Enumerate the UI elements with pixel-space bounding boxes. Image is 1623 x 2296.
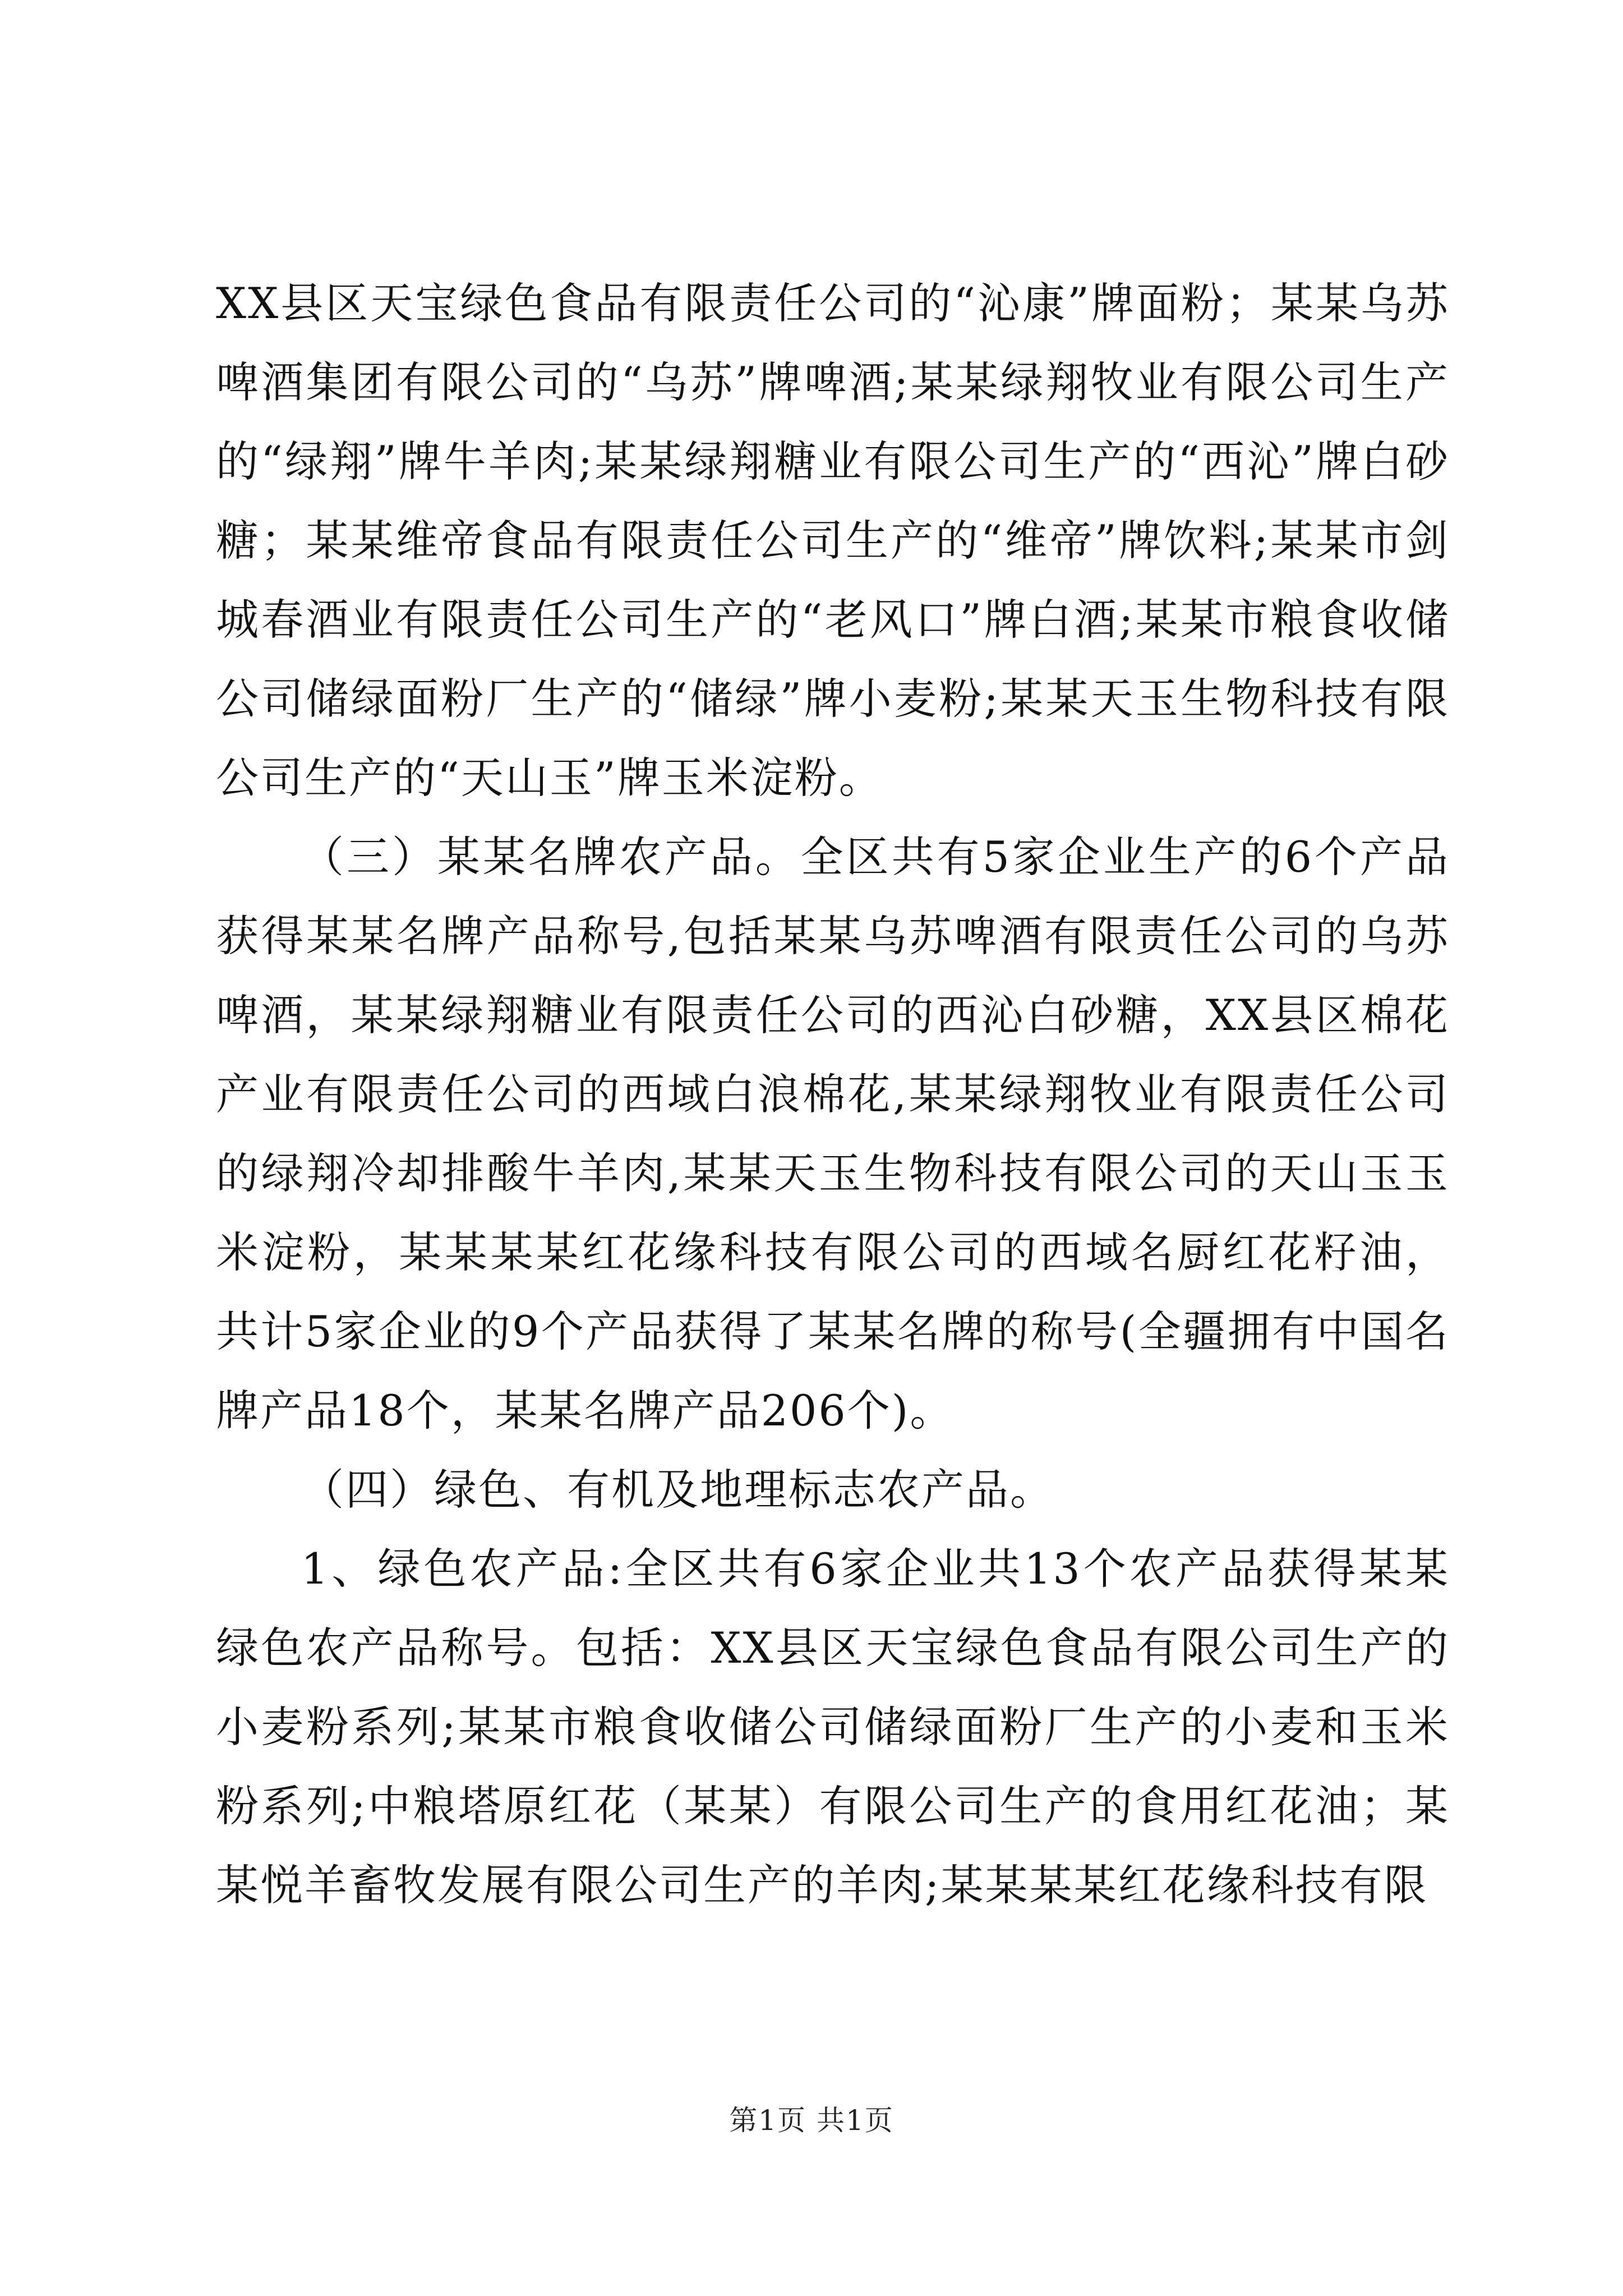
page-footer: 第1页 共1页 [729,2104,894,2137]
paragraph-brands-list: XX县区天宝绿色食品有限责任公司的“沁康”牌面粉；某某乌苏啤酒集团有限公司的“乌苏”牌啤酒;某某绿翔牧业有限公司生产的“绿翔”牌牛羊肉;某某绿翔糖业有限公司生产的“西沁”牌白砂糖；某某维帝食品有限责任公司生产的“维帝”牌饮料;某某市剑城春酒业有限责任公司生产的“老风口”牌白酒;某某市粮食收储公司储绿面粉厂生产的“储绿”牌小麦粉;某某天玉生物科技有限公司生产的“天山玉”牌玉米淀粉。 [216,278,1450,803]
paragraph-famous-brand-products: （三）某某名牌农产品。全区共有5家企业生产的6个产品获得某某名牌产品称号,包括某某乌苏啤酒有限责任公司的乌苏啤酒，某某绿翔糖业有限责任公司的西沁白砂糖，XX县区棉花产业有限责任公司的西域白浪棉花,某某绿翔牧业有限责任公司的绿翔冷却排酸牛羊肉,某某天玉生物科技有限公司的天山玉玉米淀粉，某某某某红花缘科技有限公司的西域名厨红花籽油，共计5家企业的9个产品获得了某某名牌的称号(全疆拥有中国名牌产品18个，某某名牌产品206个)。 [216,832,1450,1435]
paragraph-section-heading-green-organic: （四）绿色、有机及地理标志农产品。 [301,1465,1054,1515]
document-body [216,264,1450,1925]
paragraph-green-products: 1、绿色农产品:全区共有6家企业共13个农产品获得某某绿色农产品称号。包括：XX县区天宝绿色食品有限公司生产的小麦粉系列;某某市粮食收储公司储绿面粉厂生产的小麦和玉米粉系列;中粮塔原红花（某某）有限公司生产的食用红花油；某某悦羊畜牧发展有限公司生产的羊肉;某某某某红花缘科技有限 [216,1544,1450,1910]
